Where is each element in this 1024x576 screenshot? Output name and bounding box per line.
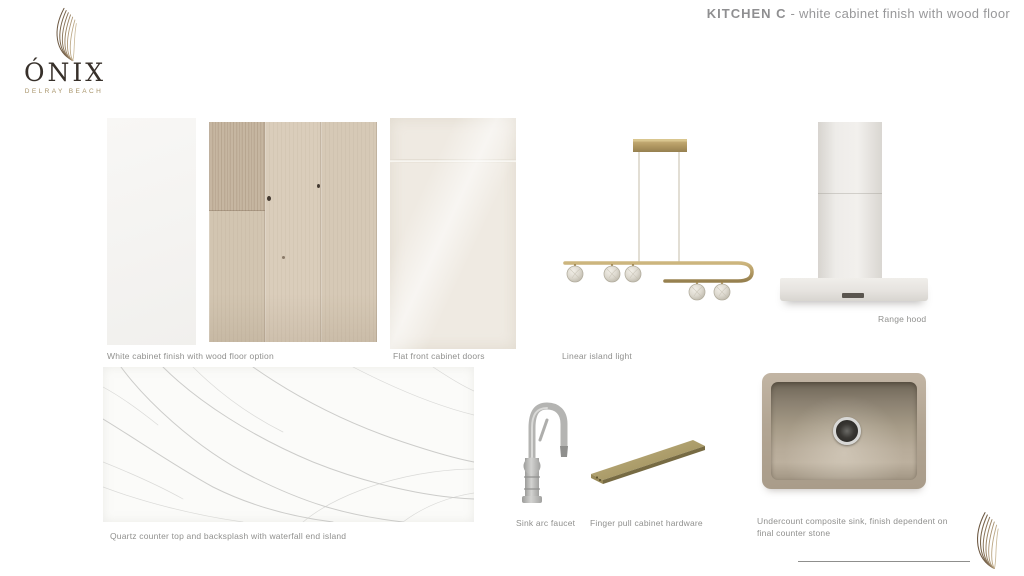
footer-divider xyxy=(798,561,970,562)
page-title-subtitle: - white cabinet finish with wood floor xyxy=(786,6,1010,21)
page-title xyxy=(707,6,1010,21)
range-hood-image xyxy=(778,120,930,302)
sink-drain xyxy=(833,417,861,445)
white-finish-caption: White cabinet finish with wood floor option xyxy=(107,351,274,361)
wood-floor-sample xyxy=(209,122,377,342)
hood-seam xyxy=(818,193,882,194)
wood-knot xyxy=(317,184,320,188)
quartz-counter-image xyxy=(103,367,474,522)
hood-controls xyxy=(842,293,864,298)
faucet-image xyxy=(512,400,578,506)
island-light-caption: Linear island light xyxy=(562,351,632,361)
onix-logo xyxy=(24,4,107,95)
wood-knot xyxy=(267,196,271,201)
range-hood-caption: Range hood xyxy=(878,314,927,324)
quartz-caption: Quartz counter top and backsplash with waterfall end island xyxy=(110,531,347,541)
page-title-kitchen: KITCHEN C xyxy=(706,6,787,21)
hood-chimney xyxy=(818,122,882,280)
island-light-image xyxy=(555,128,765,306)
logo-brand-text: ÓNIX xyxy=(24,58,107,87)
cabinet-doors-caption: Flat front cabinet doors xyxy=(393,351,485,361)
sink-caption: Undercount composite sink, finish dependent on final counter stone xyxy=(757,516,948,539)
wood-shading xyxy=(209,294,377,342)
quartz-veins xyxy=(103,367,474,522)
finger-pull-caption: Finger pull cabinet hardware xyxy=(590,518,703,528)
faucet-caption: Sink arc faucet xyxy=(516,518,576,528)
composite-sink-image xyxy=(762,373,926,489)
cabinet-doors-image xyxy=(390,118,516,349)
wood-knot xyxy=(282,256,285,259)
onix-flame-icon xyxy=(38,4,90,62)
white-finish-swatch xyxy=(107,118,196,345)
finger-pull-image xyxy=(585,430,715,488)
door-sheen xyxy=(390,118,516,349)
logo-location-text: DELRAY BEACH xyxy=(24,88,104,95)
footer-flame-icon xyxy=(960,508,1010,570)
